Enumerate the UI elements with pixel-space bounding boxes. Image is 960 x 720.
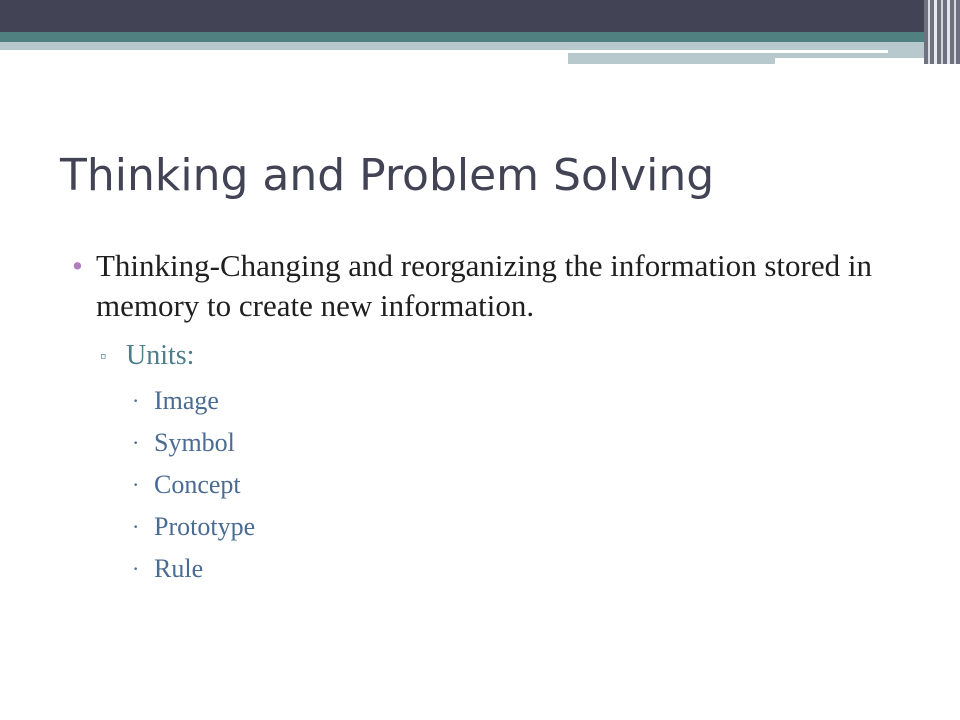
bullet-level3-list: [72, 380, 872, 590]
slide-title: Thinking and Problem Solving: [60, 150, 715, 201]
bullet-small-dot-icon: ·: [132, 388, 140, 413]
bullet-level1-item: [72, 246, 872, 326]
bullet-level1-text: Thinking-Changing and reorganizing the information stored in memory to create new information.: [96, 248, 872, 323]
header-band-light: [0, 42, 568, 50]
bullet-dot-icon: •: [72, 248, 83, 283]
bullet-level3-text: Prototype: [154, 512, 256, 541]
bullet-small-dot-icon: ·: [132, 556, 140, 581]
bullet-level3-item: [72, 548, 872, 590]
bullet-level3-item: [72, 464, 872, 506]
bullet-small-dot-icon: ·: [132, 472, 140, 497]
bullet-level2-text: Units:: [126, 340, 195, 371]
slide-body: [72, 246, 872, 590]
bullet-small-dot-icon: ·: [132, 514, 140, 539]
header-band-teal: [0, 32, 960, 42]
bullet-small-dot-icon: ·: [132, 430, 140, 455]
bullet-level3-item: [72, 506, 872, 548]
bullet-square-icon: ▫: [100, 346, 107, 366]
bullet-level2-item: [72, 336, 872, 376]
bullet-level3-text: Symbol: [154, 428, 235, 457]
header-band-dark: [0, 0, 960, 32]
bullet-level3-text: Image: [154, 386, 219, 415]
bullet-level3-item: [72, 422, 872, 464]
bullet-level3-item: [72, 380, 872, 422]
header-stripes-decoration: [924, 0, 960, 64]
bullet-level3-text: Concept: [154, 470, 241, 499]
header-accent-line: [568, 50, 888, 53]
bullet-level3-text: Rule: [154, 554, 204, 583]
